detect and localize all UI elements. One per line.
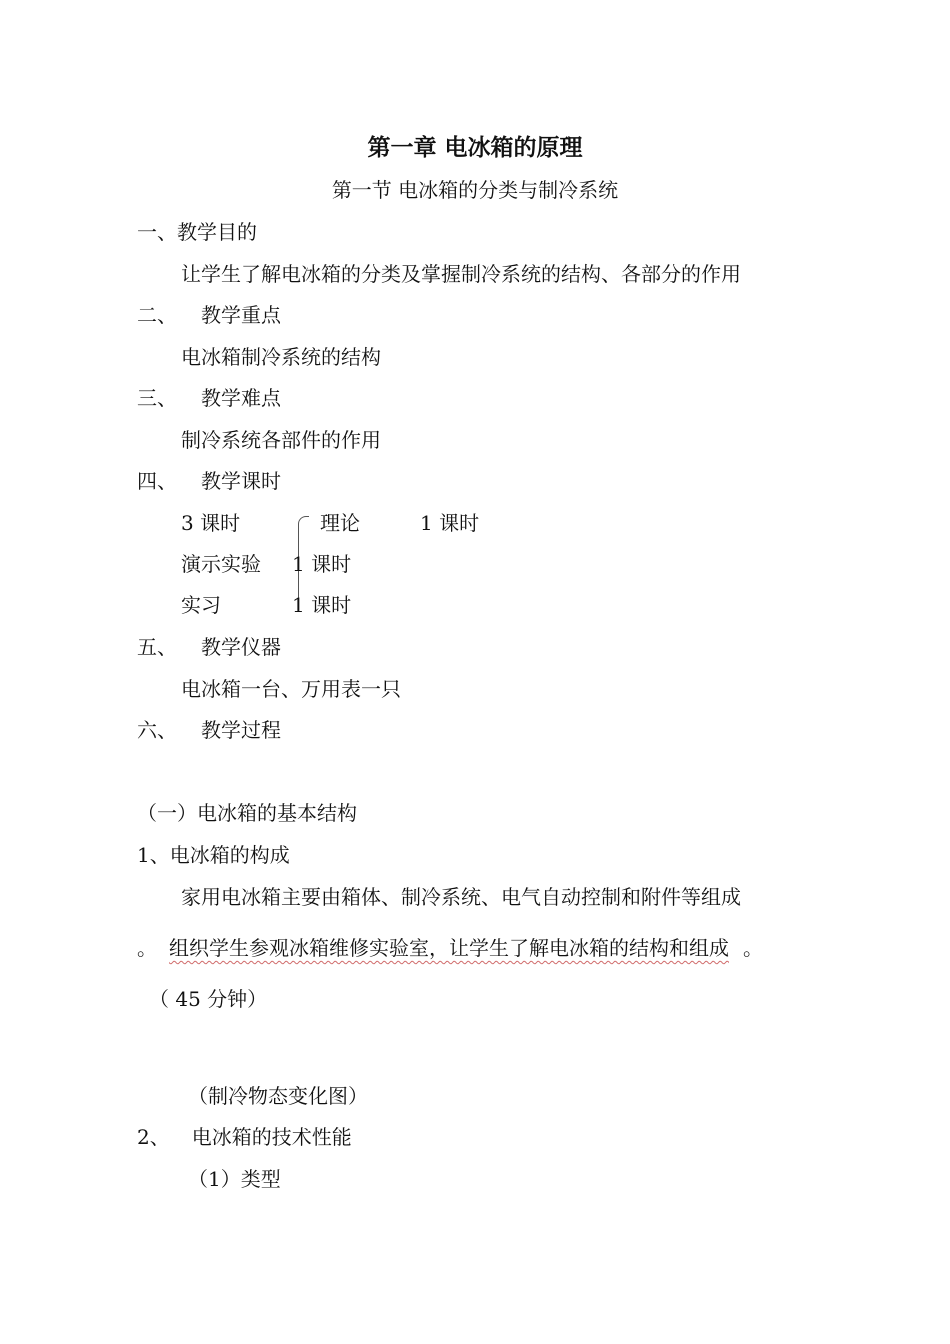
hard-text: 制冷系统各部件的作用 [181, 428, 381, 452]
composition-text: 家用电冰箱主要由箱体、制冷系统、电气自动控制和附件等组成 [181, 885, 741, 909]
schedule-theory-hours: 1 课时 [420, 511, 480, 535]
instr-heading [137, 633, 281, 661]
figure-caption: （制冷物态变化图） [188, 1084, 368, 1108]
schedule-total: 3 课时 [181, 511, 241, 535]
chapter-title: 第一章 电冰箱的原理 [367, 134, 583, 161]
schedule-theory-label: 理论 [320, 511, 360, 535]
composition-heading: 1、电冰箱的构成 [137, 843, 290, 867]
hard-heading [137, 384, 281, 412]
subsection-heading: （一）电冰箱的基本结构 [137, 801, 357, 825]
performance-heading [137, 1123, 352, 1151]
visit-text: 组织学生参观冰箱维修实验室，让学生了解电冰箱的结构和组成 [169, 936, 729, 960]
goal-text: 让学生了解电冰箱的分类及掌握制冷系统的结构、各部分的作用 [181, 262, 741, 286]
section-title: 第一节 电冰箱的分类与制冷系统 [331, 178, 619, 202]
visit-leading-mark: 。 [137, 936, 157, 960]
proc-label: 教学过程 [201, 718, 281, 742]
visit-paragraph [137, 934, 763, 962]
schedule-practice-label: 实习 [181, 593, 221, 617]
key-label: 教学重点 [201, 303, 281, 327]
duration-note: （ 45 分钟） [149, 987, 268, 1011]
performance-number: 2、 [137, 1125, 170, 1149]
goal-heading: 一、教学目的 [137, 220, 257, 244]
type-subheading: （1）类型 [188, 1167, 281, 1191]
schedule-demo-hours: 1 课时 [292, 552, 352, 576]
hours-number: 四、 [137, 469, 177, 493]
performance-label: 电冰箱的技术性能 [191, 1125, 352, 1149]
hard-number: 三、 [137, 386, 177, 410]
schedule-demo-label: 演示实验 [181, 552, 261, 576]
hard-label: 教学难点 [201, 386, 281, 410]
hours-heading [137, 467, 281, 495]
instr-text: 电冰箱一台、万用表一只 [181, 677, 401, 701]
instr-number: 五、 [137, 635, 177, 659]
key-text: 电冰箱制冷系统的结构 [181, 345, 381, 369]
visit-trailing-mark: 。 [743, 936, 763, 960]
key-heading [137, 301, 281, 329]
proc-number: 六、 [137, 718, 177, 742]
key-number: 二、 [137, 303, 177, 327]
schedule-practice-hours: 1 课时 [292, 593, 352, 617]
hours-label: 教学课时 [201, 469, 281, 493]
proc-heading [137, 716, 281, 744]
instr-label: 教学仪器 [201, 635, 281, 659]
